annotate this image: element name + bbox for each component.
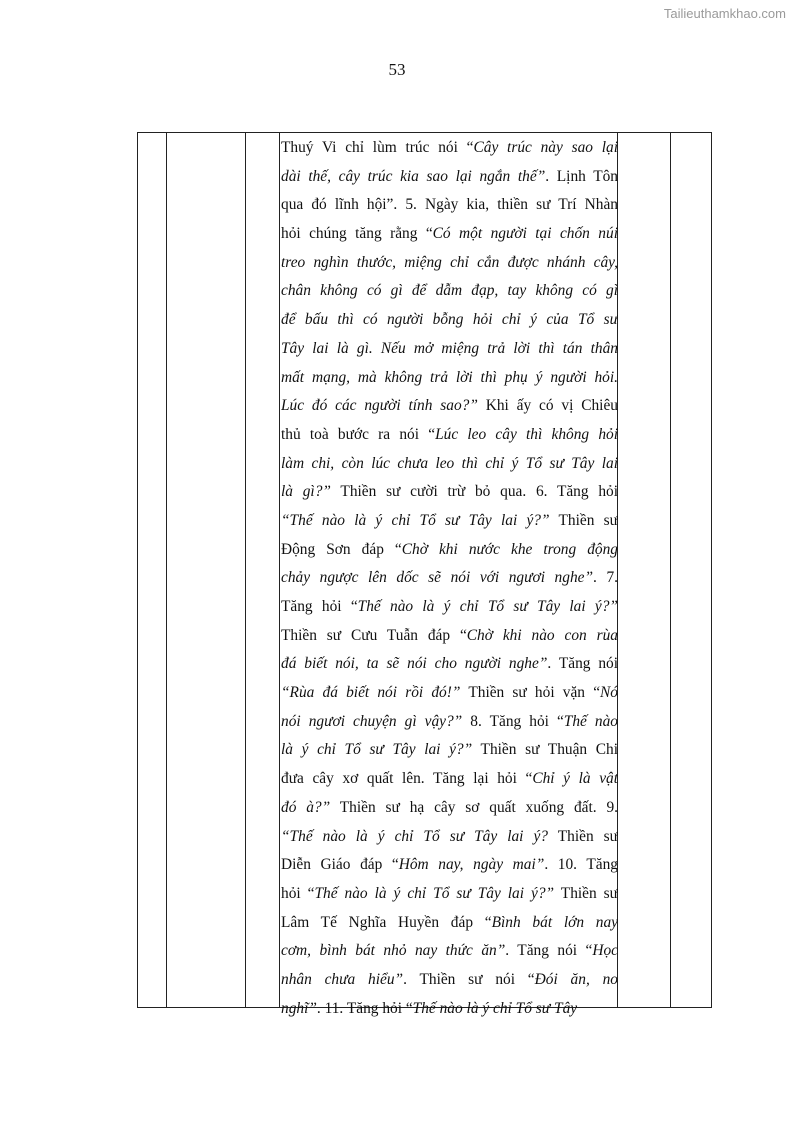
text-span: . Thiền sư nói “ <box>403 970 535 988</box>
italic-quote: dài thế, cây trúc kia sao lại ngắn thế” <box>281 167 546 185</box>
text-column <box>281 133 618 1023</box>
text-span: Thiền sư Thuận Chi <box>472 741 618 759</box>
italic-quote: Thế nào là ý chỉ Tổ sư Tây <box>412 999 578 1017</box>
text-span: Thiền sư <box>554 884 618 902</box>
italic-quote: chảy ngược lên dốc sẽ nói với ngươi nghe” <box>281 569 594 587</box>
text-line <box>281 421 618 450</box>
italic-quote: Thế nào là ý chỉ Tổ sư Tây lai ý?” <box>357 598 618 615</box>
text-span: Thiền sư Cưu Tuẫn đáp “ <box>281 626 467 644</box>
column-divider <box>279 133 280 1007</box>
text-line <box>281 966 618 995</box>
text-line <box>281 191 618 220</box>
italic-quote: chân không có gì để dẫm đạp, tay không có gì <box>281 282 618 300</box>
text-line <box>281 536 618 565</box>
italic-quote: nghĩ” <box>281 999 317 1017</box>
text-line <box>281 277 618 306</box>
text-span: Thiền sư hỏi vặn “ <box>460 684 601 702</box>
italic-quote: “Thế nào là ý chỉ Tổ sư Tây lai ý? <box>281 827 548 845</box>
text-span: . 11. Tăng hỏi “ <box>316 999 413 1017</box>
italic-quote: Bình bát lớn nay <box>491 913 618 931</box>
italic-quote: “Thế nào là ý chỉ Tổ sư Tây lai ý?” <box>281 511 550 529</box>
italic-quote: Chờ khi nước khe trong động <box>401 540 618 558</box>
italic-quote: Thế nào là ý chỉ Tổ sư Tây lai ý?” <box>314 884 555 902</box>
text-line <box>281 478 618 507</box>
text-line <box>281 593 618 622</box>
text-span: Thiền sư <box>548 827 618 845</box>
text-span: thủ toà bước ra nói “ <box>281 425 436 443</box>
text-span: Lâm Tế Nghĩa Huyền đáp “ <box>281 913 492 931</box>
text-line <box>281 909 618 938</box>
italic-quote: Nó <box>600 684 618 702</box>
text-span: . Tăng nói <box>547 655 618 673</box>
text-line <box>281 823 618 852</box>
text-span: đưa cây xơ quất lên. Tăng lại hỏi “ <box>281 770 533 788</box>
italic-quote: Học <box>592 942 618 960</box>
text-line <box>281 794 618 823</box>
text-line <box>281 392 618 421</box>
text-line <box>281 163 618 192</box>
text-line <box>281 880 618 909</box>
italic-quote: Chỉ ý là vật <box>532 770 618 788</box>
italic-quote: Thế nào <box>563 712 618 730</box>
italic-quote: Đói ăn, no <box>534 970 618 988</box>
italic-quote: Có một người tại chốn núi <box>432 225 618 243</box>
text-line <box>281 364 618 393</box>
italic-quote: mất mạng, mà không trả lời thì phụ ý người hỏi. <box>281 368 618 386</box>
text-line <box>281 306 618 335</box>
column-divider <box>245 133 246 1007</box>
text-span: . Lịnh Tôn <box>545 167 618 185</box>
text-line <box>281 708 618 737</box>
italic-quote: là ý chỉ Tổ sư Tây lai ý?” <box>281 741 473 759</box>
italic-quote: Tây lai là gì. Nếu mở miệng trả lời thì tán thân <box>281 339 618 357</box>
italic-quote: để bấu thì có người bỗng hỏi chỉ ý của Tổ sư <box>281 311 618 329</box>
text-span: Thiền sư hạ cây sơ quất xuống đất. 9. <box>330 798 618 816</box>
text-line <box>281 937 618 966</box>
text-span: 8. Tăng hỏi “ <box>462 712 564 730</box>
text-span: Khi ấy có vị Chiêu <box>477 397 618 415</box>
italic-quote: làm chi, còn lúc chưa leo thì chỉ ý Tổ sư Tây lai <box>281 454 618 472</box>
italic-quote: nhân chưa hiểu” <box>281 970 404 988</box>
text-span: . Tăng nói “ <box>505 942 593 960</box>
text-line <box>281 622 618 651</box>
italic-quote: Lúc leo cây thì không hỏi <box>435 425 618 443</box>
text-line <box>281 650 618 679</box>
italic-quote: đá biết nói, ta sẽ nói cho người nghe” <box>281 655 548 673</box>
italic-quote: Lúc đó các người tính sao?” <box>281 397 478 415</box>
text-span: Thuý Vi chỉ lùm trúc nói “ <box>281 139 474 156</box>
italic-quote: Chờ khi nào con rùa <box>466 626 618 644</box>
italic-quote: là gì?” <box>281 483 331 501</box>
text-span: hỏi chúng tăng rằng “ <box>281 225 433 243</box>
page-number: 53 <box>388 60 406 79</box>
content-table <box>137 132 712 1017</box>
text-span: . 7. <box>593 569 618 587</box>
text-line <box>281 134 618 163</box>
text-span: Diễn Giáo đáp “ <box>281 856 399 874</box>
italic-quote: “Rùa đá biết nói rồi đó!” <box>281 684 461 702</box>
column-divider <box>670 133 671 1007</box>
italic-quote: Hôm nay, ngày mai” <box>398 856 545 874</box>
text-line <box>281 507 618 536</box>
text-span: Thiền sư <box>549 511 618 529</box>
text-span: qua đó lĩnh hội”. 5. Ngày kia, thiền sư Trí Nhàn <box>281 196 618 214</box>
text-span: Động Sơn đáp “ <box>281 540 402 558</box>
text-line <box>281 736 618 765</box>
text-line <box>281 765 618 794</box>
text-line <box>281 995 618 1024</box>
text-span: Thiền sư cười trừ bỏ qua. 6. Tăng hỏi <box>330 483 618 501</box>
italic-quote: nói ngươi chuyện gì vậy?” <box>281 712 463 730</box>
text-line <box>281 220 618 249</box>
text-span: hỏi “ <box>281 884 315 902</box>
text-line <box>281 450 618 479</box>
column-divider <box>166 133 167 1007</box>
text-span: . 10. Tăng <box>544 856 618 874</box>
watermark: Tailieuthamkhao.com <box>663 6 786 21</box>
italic-quote: đó à?” <box>281 798 331 816</box>
text-line <box>281 564 618 593</box>
text-span: Tăng hỏi “ <box>281 598 358 615</box>
text-line <box>281 679 618 708</box>
text-line <box>281 335 618 364</box>
text-line <box>281 851 618 880</box>
italic-quote: Cây trúc này sao lại <box>473 139 618 156</box>
italic-quote: treo nghìn thước, miệng chỉ cắn được nhánh cây, <box>281 253 618 271</box>
italic-quote: cơm, bình bát nhỏ nay thức ăn” <box>281 942 506 960</box>
text-line <box>281 249 618 278</box>
